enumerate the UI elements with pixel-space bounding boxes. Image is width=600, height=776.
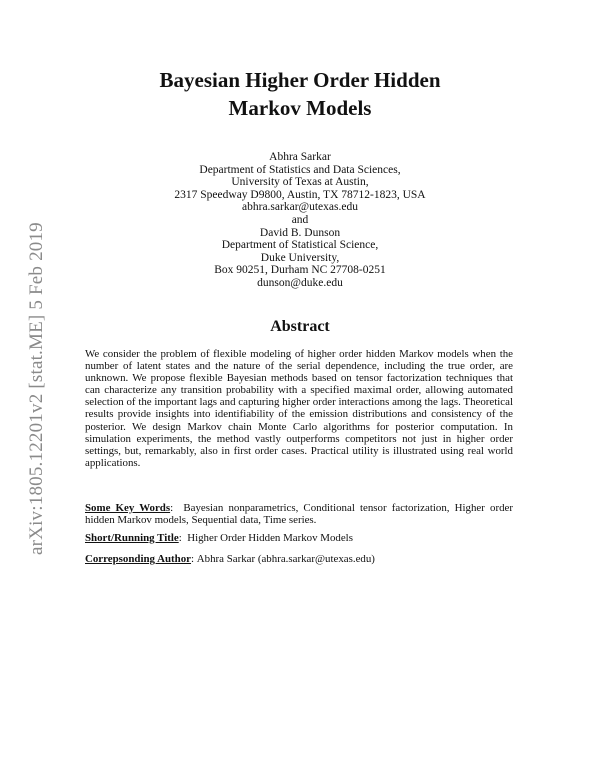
corresponding-author-section: Correpsonding Author: Abhra Sarkar (abhra.sarkar@utexas.edu) (85, 553, 375, 565)
author-email-2: dunson@duke.edu (257, 276, 343, 289)
keywords-section: Some Key Words: Bayesian nonparametrics, Conditional tensor factorization, Higher order hidden Markov models, Sequential data, Time series. (85, 502, 513, 527)
keywords-text: Bayesian nonparametrics, Conditional tensor factorization, Higher order hidden Markov models, Sequential data, Time series. (85, 502, 513, 527)
author-address-2: Box 90251, Durham NC 27708-0251 (214, 264, 386, 277)
running-title-label: Short/Running Title (85, 532, 179, 544)
title-line-1: Bayesian Higher Order Hidden (159, 68, 441, 92)
author-block (0, 151, 600, 290)
author-email-1: abhra.sarkar@utexas.edu (242, 201, 358, 214)
author-name-1: Abhra Sarkar (269, 151, 331, 163)
title-line-2: Markov Models (228, 96, 372, 120)
author-name-2: David B. Dunson (259, 226, 341, 239)
author-university-2: Duke University, (260, 251, 340, 264)
running-title-text: Higher Order Hidden Markov Models (187, 532, 353, 544)
corresponding-author-label: Correpsonding Author (85, 553, 192, 565)
author-department-2: Department of Statistical Science, (221, 239, 379, 252)
keywords-label: Some Key Words (85, 502, 171, 514)
abstract-body: We consider the problem of flexible modeling of higher order hidden Markov models when the number of latent states and the nature of the serial dependence, including the true order, are unknown. We propose flexible Bayesian methods based on tensor factorization techniques that can characterize any transition probability with a specified maximal order, allowing automated selection of the important lags and capturing higher order interactions among the lags. Theoretical results provide insights into identifiability of the emission distributions and consistency of the posterior. We design Markov chain Monte Carlo algorithms for posterior computation. In simulation experiments, the method vastly outperforms competitors not just in higher order settings, but, remarkably, also in first order cases. Practical utility is illustrated using real world applications. (85, 348, 513, 469)
author-address-1: 2317 Speedway D9800, Austin, TX 78712-1823, USA (174, 188, 426, 201)
abstract-heading: Abstract (270, 318, 330, 335)
corresponding-author-text: Abhra Sarkar (abhra.sarkar@utexas.edu) (196, 553, 375, 565)
paper-title (0, 66, 600, 122)
author-university-1: University of Texas at Austin, (231, 176, 369, 189)
author-department-1: Department of Statistics and Data Sciences, (199, 163, 401, 176)
author-separator: and (291, 213, 309, 226)
running-title-section: Short/Running Title: Higher Order Hidden Markov Models (85, 532, 353, 544)
arxiv-identifier-stamp: arXiv:1805.12201v2 [stat.ME] 5 Feb 2019 (26, 222, 47, 555)
